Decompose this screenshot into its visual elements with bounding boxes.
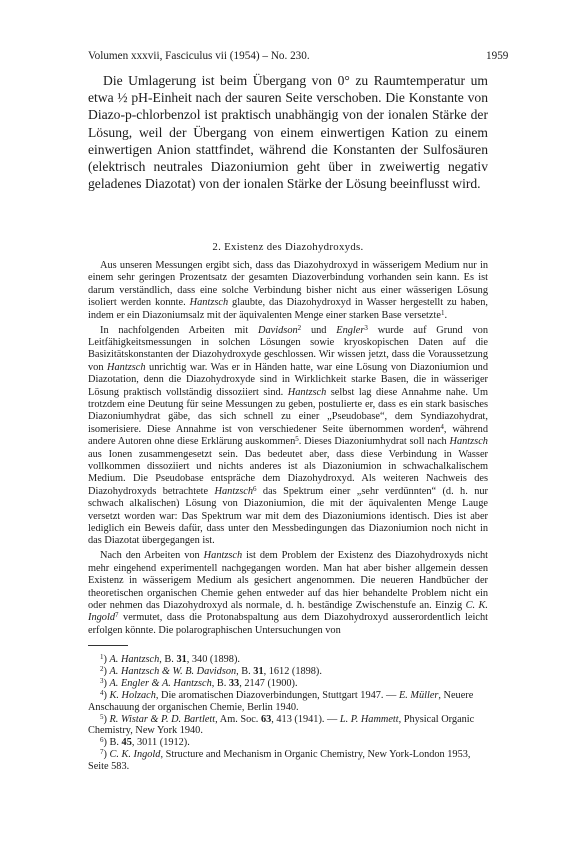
- paragraph-2: In nachfolgenden Arbeiten mit Davidson$^2$ und Engler$^3$ wurde auf Grund von Leitfähigkeitsmessungen in solchen Lösungen sowie kryoskopischen Daten auf die Basizitätskonstanten der Diazohydroxyde geschlossen. Wir wissen jetzt, dass die Voraussetzung von Hantzsch unrichtig war. Was er in Händen hatte, war eine Lösung von Diazoniumion und Diazotation, denn die Diazohydroxyde sind in Wirklichkeit starke Basen, die in wässeriger Lösung praktisch vollständig dissoziiert sind. Hantzsch selbst lag diese Annahme nahe. Um trotzdem eine Deutung für seine Messungen zu geben, postulierte er, dass es ein stark basisches Diazoniumhydrat gäbe, das sich schnell zu einer „Pseudobase“, dem Syndiazohydrat, isomerisiere. Diese Annahme ist von verschiedener Seite übernommen worden$^4$, während andere Autoren ohne diese Erklärung auskommen$^5$. Dieses Diazoniumhydrat soll nach Hantzsch aus Ionen zusammengesetzt sein. Das bedeutet aber, dass diese Verbindung in Wasser vollkommen dissoziiert und nichts anderes ist als Diazoniumion in schwachalkalischem Medium. Die Pseudobase entspräche dem Diazohydroxyd. Als weiteren Nachweis des Diazohydroxyds betrachtete Hantzsch$^6$ das Spektrum einer „sehr verdünnten“ (d. h. nur schwach alkalischen) Lösung von Diazoniumion, die mit der äquivalenten Menge Lauge versetzt worden war: Das Spektrum war mit dem des Diazoniumions identisch. Dies ist aber lediglich ein Beweis dafür, dass unter den Messbedingungen das Diazoniumion noch nicht in das Diazotat übergegangen ist.: [88, 323, 489, 547]
- paragraph-3: Nach den Arbeiten von Hantzsch ist dem Problem der Existenz des Diazohydroxyds nicht mehr eingehend experimentell nachgegangen worden. Man hat aber bisher allgemein dessen Existenz in wässerigem Medium als gesichert angenommen. Die neueren Handbücher der theoretischen organischen Chemie gehen entweder auf das hier behandelte Problem nicht ein oder nehmen das Diazohydroxyd als normale, d. h. beständige Zwischenstufe an. Einzig C. K. Ingold$^7$ vermutet, dass die Protonabspaltung aus dem Diazohydroxyd ausserordentlich leicht erfolgen könnte. Die polarographischen Untersuchungen von: [88, 550, 489, 636]
- author-name: Davidson: [258, 324, 298, 336]
- author-name: Hantzsch: [107, 361, 146, 373]
- author-name: C. K. Ingold: [88, 599, 488, 624]
- author-name: Hantzsch: [189, 297, 229, 309]
- footnote-3: $^3$) A. Engler & A. Hantzsch, B. 33, 2147 (1900).: [100, 676, 298, 689]
- footnote-7: $^7$) C. K. Ingold, Structure and Mechanism in Organic Chemistry, New York-London 1953, Seite 583.: [88, 748, 471, 773]
- author-name: Hantzsch: [214, 485, 254, 497]
- footnote-ref: 5: [295, 435, 299, 444]
- footnotes: [88, 654, 488, 773]
- footnote-ref: 7: [115, 611, 119, 620]
- author-name: Hantzsch: [449, 436, 488, 448]
- footnote-6: $^6$) B. 45, 3011 (1912).: [100, 736, 190, 749]
- author-name: Engler: [336, 324, 365, 336]
- footnote-divider: [88, 645, 128, 646]
- footnote-ref: 2: [297, 323, 302, 332]
- running-header: [88, 50, 509, 62]
- footnote-ref: 3: [364, 323, 368, 332]
- footnote-ref: 1: [441, 308, 445, 317]
- footnote-ref: 4: [440, 422, 444, 431]
- footnote-5: $^5$) R. Wistar & P. D. Bartlett, Am. Soc. 63, 413 (1941). — L. P. Hammett, Physical Organic Chemistry, New York 1940.: [88, 712, 475, 737]
- intro-paragraph: Die Umlagerung ist beim Übergang von 0° zu Raumtemperatur um etwa ½ pH-Einheit nach der sauren Seite verschoben. Die Konstante von Diazo-p-chlorbenzol ist praktisch unabhängig von der ionalen Stärke der Lösung, weil der Übergang von einem einwertigen Kation zu einem einwertigen Anion stattfindet, während die Konstanten der Sulfosäuren (elektrisch neutrales Diazoniumion geht über in zweiwertig negativ geladenes Diazotat) von der ionalen Stärke der Lösung beeinflusst wird.: [88, 73, 488, 192]
- body-text: [88, 260, 488, 640]
- author-name: Hantzsch: [287, 386, 327, 398]
- page-number: 1959: [486, 50, 509, 62]
- author-name: Hantzsch: [203, 550, 243, 562]
- footnote-4: $^4$) K. Holzach, Die aromatischen Diazoverbindungen, Stuttgart 1947. — E. Müller, Neuere Anschauung der organischen Chemie, Berlin 1940.: [88, 688, 474, 713]
- footnote-2: $^2$) A. Hantzsch & W. B. Davidson, B. 31, 1612 (1898).: [100, 664, 322, 677]
- footnote-ref: 6: [253, 484, 257, 493]
- section-heading: 2. Existenz des Diazohydroxyds.: [212, 241, 364, 253]
- journal-citation: Volumen xxxvii, Fasciculus vii (1954) – No. 230.: [88, 50, 310, 62]
- paragraph-1: Aus unseren Messungen ergibt sich, dass das Diazohydroxyd in wässerigem Medium nur in einem sehr geringen Prozentsatz der gesamten Diazoverbindung vorhanden sein kann. Es ist darum verständlich, dass eine solche Verbindung bisher nicht aus einer wässerigen Lösung isoliert werden konnte. Hantzsch glaubte, das Diazohydroxyd in Wasser hergestellt zu haben, indem er ein Diazoniumsalz mit der äquivalenten Menge einer starken Base versetzte$^1$.: [88, 260, 488, 321]
- footnote-1: $^1$) A. Hantzsch, B. 31, 340 (1898).: [100, 653, 240, 665]
